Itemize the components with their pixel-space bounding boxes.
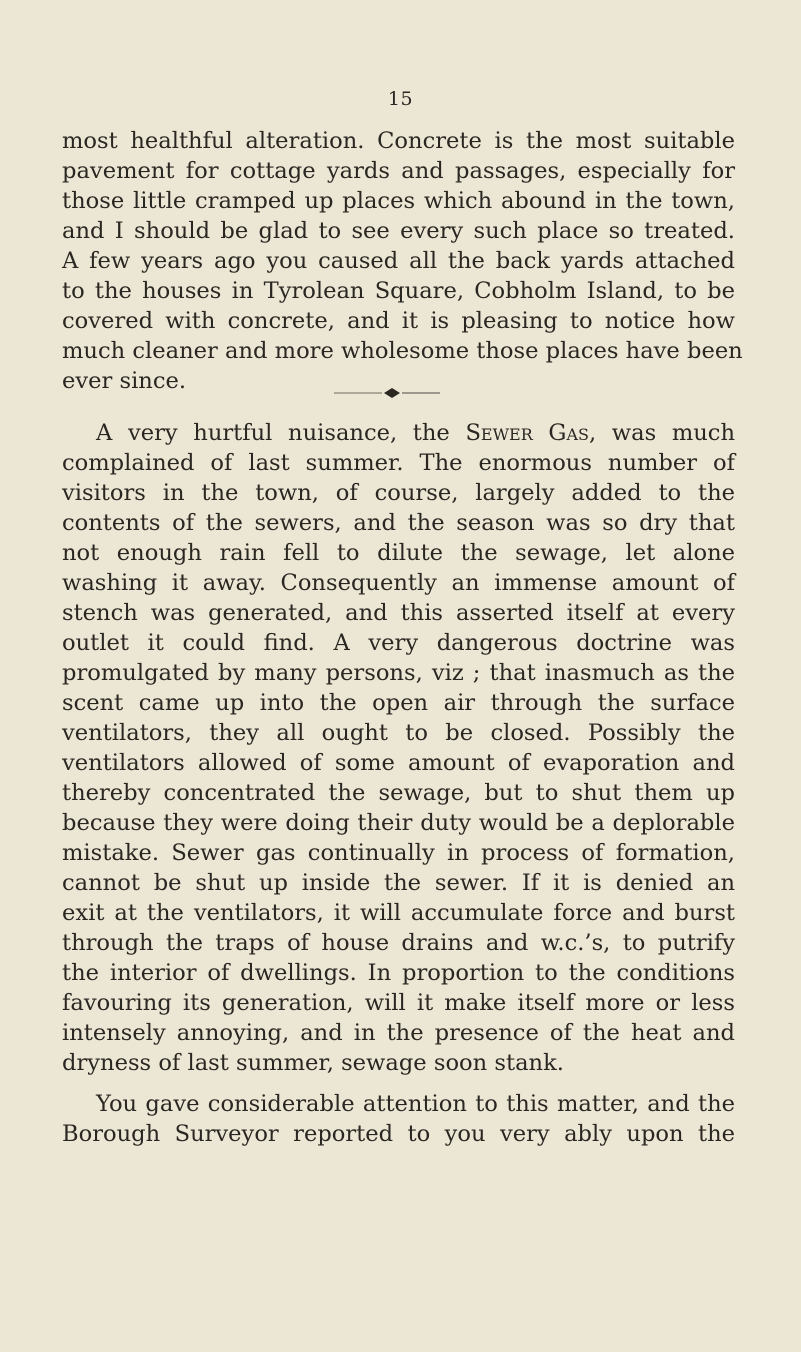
text-line: through the traps of house drains and w.c.’s, to putrify bbox=[62, 930, 735, 956]
text-line: scent came up into the open air through the surface bbox=[62, 690, 735, 716]
text-line: outlet it could find. A very dangerous doctrine was bbox=[62, 630, 735, 656]
text-line: ventilators allowed of some amount of evaporation and bbox=[62, 750, 735, 776]
text-line: Borough Surveyor reported to you very ably upon the bbox=[62, 1121, 735, 1147]
text-line: contents of the sewers, and the season was so dry that bbox=[62, 510, 735, 536]
text-line: not enough rain fell to dilute the sewage, let alone bbox=[62, 540, 735, 566]
text-line: mistake. Sewer gas continually in process of formation, bbox=[62, 840, 735, 866]
text-line: dryness of last summer, sewage soon stank. bbox=[62, 1050, 564, 1076]
text-line: to the houses in Tyrolean Square, Cobholm Island, to be bbox=[62, 278, 735, 304]
text-line: intensely annoying, and in the presence of the heat and bbox=[62, 1020, 735, 1046]
text-line: visitors in the town, of course, largely added to the bbox=[62, 480, 735, 506]
text-line: promulgated by many persons, viz ; that inasmuch as the bbox=[62, 660, 735, 686]
text-line: A few years ago you caused all the back yards attached bbox=[62, 248, 735, 274]
text-line: complained of last summer. The enormous number of bbox=[62, 450, 735, 476]
text-line: You gave considerable attention to this matter, and the bbox=[96, 1091, 735, 1117]
text-line: covered with concrete, and it is pleasing to notice how bbox=[62, 308, 735, 334]
text-line: washing it away. Consequently an immense amount of bbox=[62, 570, 735, 596]
text-line: because they were doing their duty would be a deplorable bbox=[62, 810, 735, 836]
page-number: 15 bbox=[387, 88, 414, 110]
text-line: cannot be shut up inside the sewer. If it is denied an bbox=[62, 870, 735, 896]
text-line: most healthful alteration. Concrete is the most suitable bbox=[62, 128, 735, 154]
text-line: thereby concentrated the sewage, but to shut them up bbox=[62, 780, 735, 806]
text-line: much cleaner and more wholesome those places have been bbox=[62, 338, 743, 364]
text-line: and I should be glad to see every such place so treated. bbox=[62, 218, 735, 244]
text-line: those little cramped up places which abound in the town, bbox=[62, 188, 735, 214]
text-run: A very hurtful nuisance, the bbox=[96, 420, 466, 446]
text-line: ventilators, they all ought to be closed. Possibly the bbox=[62, 720, 735, 746]
text-line: the interior of dwellings. In proportion to the conditions bbox=[62, 960, 735, 986]
text-line: favouring its generation, will it make itself more or less bbox=[62, 990, 735, 1016]
text-line bbox=[96, 418, 735, 448]
text-line: pavement for cottage yards and passages, especially for bbox=[62, 158, 735, 184]
text-line: stench was generated, and this asserted itself at every bbox=[62, 600, 735, 626]
small-caps-term: Sewer Gas bbox=[465, 420, 589, 446]
section-divider-ornament bbox=[320, 386, 480, 400]
text-line: exit at the ventilators, it will accumulate force and burst bbox=[62, 900, 735, 926]
text-run: , was much bbox=[588, 420, 735, 446]
text-line: ever since. bbox=[62, 368, 187, 394]
